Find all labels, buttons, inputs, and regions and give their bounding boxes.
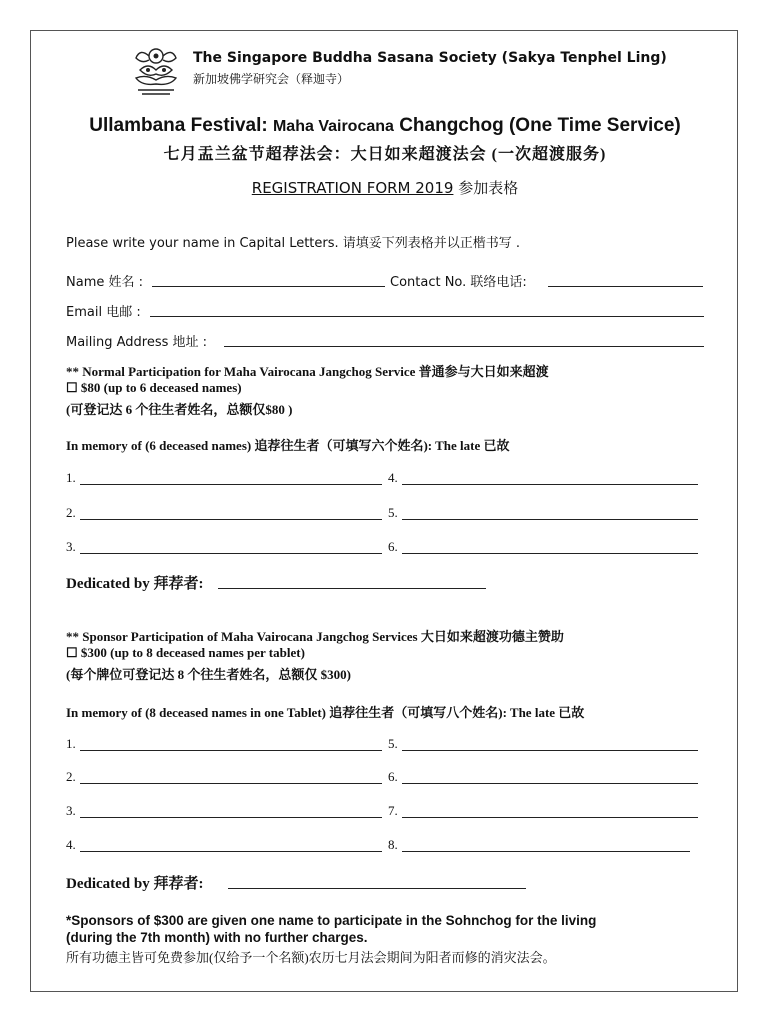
sponsor-memory-label: In memory of (8 deceased names in one Tablet) 追荐往生者（可填写八个姓名): The late 已故 [66,705,585,720]
address-field[interactable] [224,346,704,347]
normal-entry-label: 1. [66,470,76,485]
normal-entry-line[interactable] [402,484,698,485]
page-border [30,30,738,992]
page-title-zh: 七月盂兰盆节超荐法会：大日如来超渡法会 (一次超渡服务) [163,146,607,163]
normal-entry-label: 6. [388,539,398,554]
sponsor-entry-label: 4. [66,837,76,852]
name-field-label: Name 姓名 : [66,275,143,290]
normal-entry-label: 4. [388,470,398,485]
lotus-logo-icon [130,44,182,100]
sponsor-entry-line[interactable] [80,783,382,784]
sponsor-dedicated-field[interactable] [228,888,526,889]
sponsor-entry-label: 8. [388,837,398,852]
sponsor-heading: ** Sponsor Participation of Maha Vairocana Jangchog Services 大日如来超渡功德主赞助 [66,629,564,644]
normal-entry-line[interactable] [402,519,698,520]
sponsor-entry-label: 7. [388,803,398,818]
title-part-2: Maha Vairocana [272,118,394,135]
email-field[interactable] [150,316,704,317]
normal-entry-label: 5. [388,505,398,520]
sponsor-note: (每个牌位可登记达 8 个往生者姓名，总额仅 $300) [66,667,351,682]
normal-entry-line[interactable] [402,553,698,554]
normal-memory-label: In memory of (6 deceased names) 追荐往生者（可填写六个姓名): The late 已故 [66,438,510,453]
sponsor-entry-line[interactable] [80,851,382,852]
sponsor-entry-line[interactable] [402,750,698,751]
sponsor-entry-line[interactable] [80,817,382,818]
contact-field-label: Contact No. 联络电话: [390,275,527,290]
normal-heading: ** Normal Participation for Maha Vairocana Jangchog Service 普通参与大日如来超渡 [66,364,549,379]
sponsor-entry-line[interactable] [80,750,382,751]
sponsor-entry-label: 6. [388,769,398,784]
sponsor-entry-line[interactable] [402,783,698,784]
normal-checkbox[interactable]: ☐ $80 (up to 6 deceased names) [66,380,242,395]
address-field-label: Mailing Address 地址 : [66,335,208,350]
form-title [0,177,770,198]
org-name-en: The Singapore Buddha Sasana Society (Sakya Tenphel Ling) [193,50,667,66]
sponsor-dedicated-label: Dedicated by 拜荐者: [66,876,204,892]
normal-note: (可登记达 6 个往生者姓名，总额仅$80 ) [66,402,293,417]
org-name-zh: 新加坡佛学研究会（释迦寺） [193,72,350,86]
normal-entry-line[interactable] [80,553,382,554]
sponsor-entry-label: 5. [388,736,398,751]
sponsor-entry-label: 3. [66,803,76,818]
page-title [0,115,770,137]
footer-note-zh: 所有功德主皆可免费参加(仅给予一个名额)农历七月法会期间为阳者而修的消灾法会。 [66,950,556,965]
sponsor-entry-line[interactable] [402,851,690,852]
email-field-label: Email 电邮 : [66,305,141,320]
footer-note-line-2: (during the 7th month) with no further charges. [66,930,368,945]
normal-entry-label: 3. [66,539,76,554]
contact-field[interactable] [548,286,703,287]
footer-note-line-1: *Sponsors of $300 are given one name to participate in the Sohnchog for the living [66,913,597,928]
form-title-en: REGISTRATION FORM 2019 [251,179,454,197]
title-part-3: Changchog (One Time Service) [399,115,681,136]
sponsor-entry-label: 1. [66,736,76,751]
normal-entry-line[interactable] [80,484,382,485]
normal-entry-line[interactable] [80,519,382,520]
title-part-1: Ullambana Festival: [89,115,268,136]
sponsor-entry-label: 2. [66,769,76,784]
form-title-zh: 参加表格 [458,179,519,197]
sponsor-checkbox[interactable]: ☐ $300 (up to 8 deceased names per tablet) [66,645,305,660]
name-field[interactable] [152,286,385,287]
normal-dedicated-label: Dedicated by 拜荐者: [66,576,204,592]
instructions: Please write your name in Capital Letters. 请填妥下列表格并以正楷书写 . [66,236,521,251]
sponsor-entry-line[interactable] [402,817,698,818]
normal-entry-label: 2. [66,505,76,520]
normal-dedicated-field[interactable] [218,588,486,589]
